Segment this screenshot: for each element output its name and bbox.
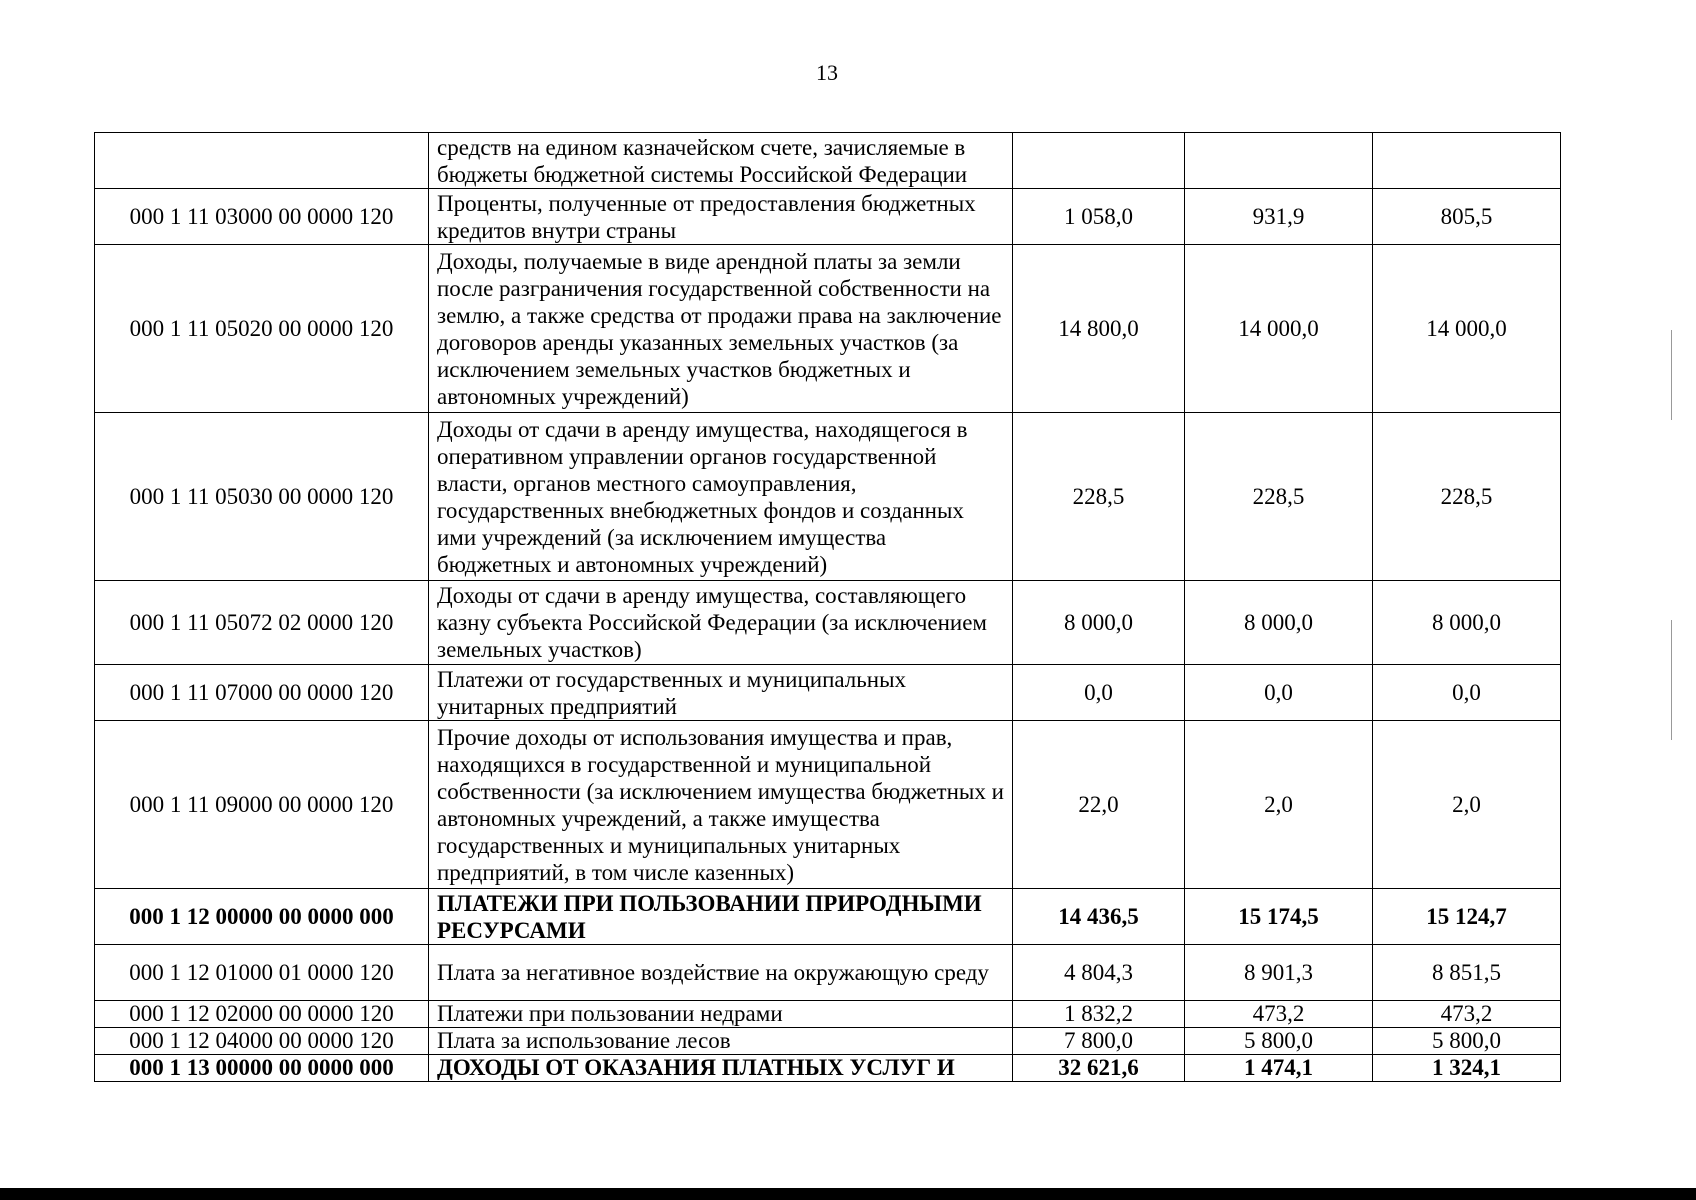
value-year-1 bbox=[1013, 133, 1185, 189]
value-year-2: 931,9 bbox=[1185, 189, 1373, 245]
budget-code bbox=[95, 133, 429, 189]
revenue-description: ПЛАТЕЖИ ПРИ ПОЛЬЗОВАНИИ ПРИРОДНЫМИ РЕСУРСАМИ bbox=[429, 889, 1013, 945]
value-year-2: 473,2 bbox=[1185, 1001, 1373, 1028]
revenue-description: Доходы от сдачи в аренду имущества, составляющего казну субъекта Российской Федерации (за исключением земельных участков) bbox=[429, 581, 1013, 665]
value-year-2: 8 901,3 bbox=[1185, 945, 1373, 1001]
scan-edge-mark bbox=[1671, 620, 1672, 740]
value-year-1: 0,0 bbox=[1013, 665, 1185, 721]
budget-code: 000 1 12 00000 00 0000 000 bbox=[95, 889, 429, 945]
value-year-1: 1 832,2 bbox=[1013, 1001, 1185, 1028]
revenue-description: Доходы от сдачи в аренду имущества, находящегося в оперативном управлении органов государственной власти, органов местного самоуправления, государственных внебюджетных фондов и созданных ими учреждений (за исключением имущества бюджетных и автономных учреждений) bbox=[429, 413, 1013, 581]
value-year-1: 1 058,0 bbox=[1013, 189, 1185, 245]
value-year-1: 14 800,0 bbox=[1013, 245, 1185, 413]
revenue-description: Плата за негативное воздействие на окружающую среду bbox=[429, 945, 1013, 1001]
revenue-table bbox=[94, 132, 1561, 1082]
value-year-3: 15 124,7 bbox=[1373, 889, 1561, 945]
page-number: 13 bbox=[816, 60, 838, 85]
value-year-3: 228,5 bbox=[1373, 413, 1561, 581]
value-year-2: 2,0 bbox=[1185, 721, 1373, 889]
revenue-description: Платежи при пользовании недрами bbox=[429, 1001, 1013, 1028]
budget-code: 000 1 11 07000 00 0000 120 bbox=[95, 665, 429, 721]
value-year-3: 805,5 bbox=[1373, 189, 1561, 245]
table-row bbox=[95, 945, 1561, 1001]
value-year-2 bbox=[1185, 133, 1373, 189]
value-year-3: 473,2 bbox=[1373, 1001, 1561, 1028]
value-year-3: 1 324,1 bbox=[1373, 1055, 1561, 1082]
budget-code: 000 1 13 00000 00 0000 000 bbox=[95, 1055, 429, 1082]
value-year-2: 1 474,1 bbox=[1185, 1055, 1373, 1082]
value-year-1: 228,5 bbox=[1013, 413, 1185, 581]
revenue-description: Проценты, полученные от предоставления бюджетных кредитов внутри страны bbox=[429, 189, 1013, 245]
value-year-2: 228,5 bbox=[1185, 413, 1373, 581]
budget-code: 000 1 12 04000 00 0000 120 bbox=[95, 1028, 429, 1055]
value-year-3: 14 000,0 bbox=[1373, 245, 1561, 413]
budget-code: 000 1 11 05030 00 0000 120 bbox=[95, 413, 429, 581]
budget-code: 000 1 11 03000 00 0000 120 bbox=[95, 189, 429, 245]
revenue-description: Доходы, получаемые в виде арендной платы за земли после разграничения государственной собственности на землю, а также средства от продажи права на заключение договоров аренды указанных земельных участков (за исключением земельных участков бюджетных и автономных учреждений) bbox=[429, 245, 1013, 413]
value-year-3: 8 000,0 bbox=[1373, 581, 1561, 665]
table-row bbox=[95, 1055, 1561, 1082]
bottom-rule bbox=[0, 1188, 1696, 1200]
revenue-description: средств на едином казначейском счете, зачисляемые в бюджеты бюджетной системы Российской Федерации bbox=[429, 133, 1013, 189]
table-row bbox=[95, 1001, 1561, 1028]
table-row bbox=[95, 581, 1561, 665]
budget-code: 000 1 11 09000 00 0000 120 bbox=[95, 721, 429, 889]
value-year-2: 0,0 bbox=[1185, 665, 1373, 721]
budget-code: 000 1 12 02000 00 0000 120 bbox=[95, 1001, 429, 1028]
value-year-2: 15 174,5 bbox=[1185, 889, 1373, 945]
table-row bbox=[95, 245, 1561, 413]
value-year-1: 32 621,6 bbox=[1013, 1055, 1185, 1082]
table-row bbox=[95, 665, 1561, 721]
table-row bbox=[95, 133, 1561, 189]
revenue-description: Прочие доходы от использования имущества и прав, находящихся в государственной и муниципальной собственности (за исключением имущества бюджетных и автономных учреждений, а также имущества государственных и муниципальных унитарных предприятий, в том числе казенных) bbox=[429, 721, 1013, 889]
budget-code: 000 1 11 05020 00 0000 120 bbox=[95, 245, 429, 413]
value-year-3: 8 851,5 bbox=[1373, 945, 1561, 1001]
value-year-2: 5 800,0 bbox=[1185, 1028, 1373, 1055]
value-year-2: 14 000,0 bbox=[1185, 245, 1373, 413]
revenue-description: ДОХОДЫ ОТ ОКАЗАНИЯ ПЛАТНЫХ УСЛУГ И bbox=[429, 1055, 1013, 1082]
value-year-2: 8 000,0 bbox=[1185, 581, 1373, 665]
revenue-description: Плата за использование лесов bbox=[429, 1028, 1013, 1055]
value-year-1: 4 804,3 bbox=[1013, 945, 1185, 1001]
value-year-1: 8 000,0 bbox=[1013, 581, 1185, 665]
value-year-1: 14 436,5 bbox=[1013, 889, 1185, 945]
value-year-1: 22,0 bbox=[1013, 721, 1185, 889]
value-year-3 bbox=[1373, 133, 1561, 189]
budget-code: 000 1 12 01000 01 0000 120 bbox=[95, 945, 429, 1001]
value-year-3: 5 800,0 bbox=[1373, 1028, 1561, 1055]
value-year-3: 2,0 bbox=[1373, 721, 1561, 889]
budget-code: 000 1 11 05072 02 0000 120 bbox=[95, 581, 429, 665]
value-year-3: 0,0 bbox=[1373, 665, 1561, 721]
scan-edge-mark bbox=[1671, 330, 1672, 420]
table-row bbox=[95, 721, 1561, 889]
table-row bbox=[95, 889, 1561, 945]
revenue-description: Платежи от государственных и муниципальных унитарных предприятий bbox=[429, 665, 1013, 721]
table-row bbox=[95, 1028, 1561, 1055]
table-row bbox=[95, 189, 1561, 245]
table-row bbox=[95, 413, 1561, 581]
value-year-1: 7 800,0 bbox=[1013, 1028, 1185, 1055]
